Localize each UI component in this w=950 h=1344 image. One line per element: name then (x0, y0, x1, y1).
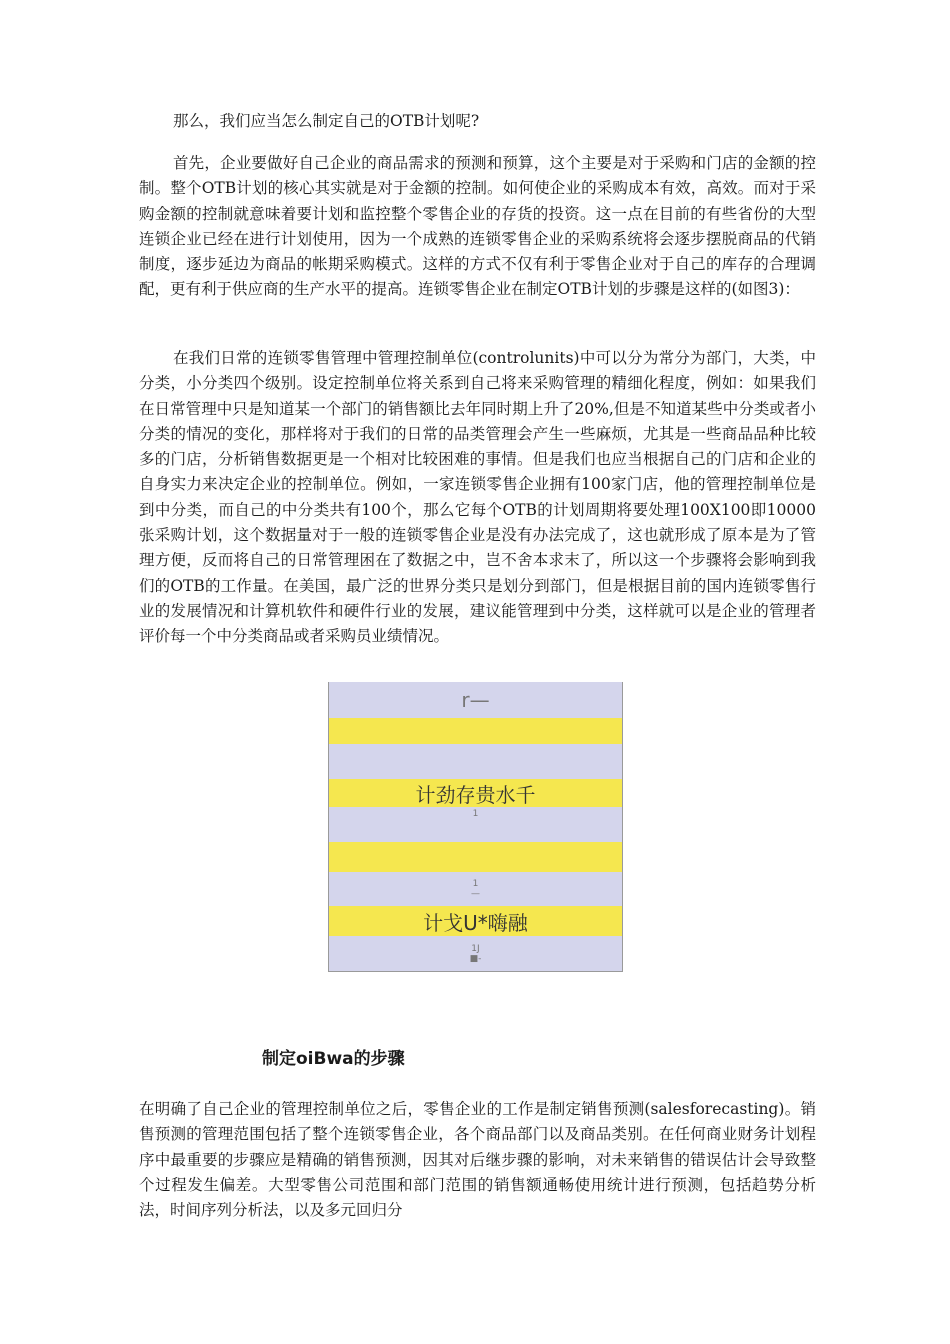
figure-band-6 (329, 842, 622, 872)
figure-band-1: r— (329, 682, 622, 718)
figure-band-7-dash: — (471, 889, 480, 899)
figure-band-9-dot: ■- (469, 953, 482, 964)
figure-band-4: 计劲存贵水千 (329, 779, 622, 807)
paragraph-control-units: 在我们日常的连锁零售管理中管理控制单位(controlunits)中可以分为常分为部门，大类，中分类，小分类四个级别。设定控制单位将关系到自己将来采购管理的精细化程度，例如：如果我们在日常管理中只是知道某一个部门的销售额比去年同时期上升了20%,但是不知道某些中分类或者小分类的情况的变化，那样将对于我们的日常的品类管理会产生一些麻烦，尤其是一些商品品种比较多的门店，分析销售数据更是一个相对比较困难的事情。但是我们也应当根据自己的门店和企业的自身实力来决定企业的控制单位。例如，一家连锁零售企业拥有100家门店，他的管理控制单位是到中分类，而自己的中分类共有100个，那么它每个OTB的计划周期将要处理100X100即10000张采购计划，这个数据量对于一般的连锁零售企业是没有办法完成了，这也就形成了原本是为了管理方便，反而将自己的日常管理困在了数据之中，岂不舍本求末了，所以这一个步骤将会影响到我们的OTB的工作量。在美国，最广泛的世界分类只是划分到部门，但是根据目前的国内连锁零售行业的发展情况和计算机软件和硬件行业的发展，建议能管理到中分类，这样就可以是企业的管理者评价每一个中分类商品或者采购员业绩情况。 (139, 349, 816, 646)
paragraph-otb-intro: 首先，企业要做好自己企业的商品需求的预测和预算，这个主要是对于采购和门店的金额的控制。整个OTB计划的核心其实就是对于金额的控制。如何使企业的采购成本有效，高效。而对于采购金额的控制就意味着要计划和监控整个零售企业的存货的投资。这一点在目前的有些省份的大型连锁企业已经在进行计划使用，因为一个成熟的连锁零售企业的采购系统将会逐步摆脱商品的代销制度，逐步延边为商品的帐期采购模式。这样的方式不仅有利于零售企业对于自己的库存的合理调配，更有利于供应商的生产水平的提高。连锁零售企业在制定OTB计划的步骤是这样的(如图3)： (139, 154, 816, 299)
figure-band-8: 计戈U*嗨融 (329, 906, 622, 936)
figure-band-7 (329, 872, 622, 906)
figure-band-2 (329, 718, 622, 744)
figure-band-3 (329, 744, 622, 779)
section-heading: 制定oiBwa的步骤 (262, 1049, 405, 1069)
figure-band-9-mark: 1J (471, 943, 480, 954)
figure-band-9 (329, 936, 622, 971)
otb-steps-figure (328, 682, 623, 972)
paragraph-otb-question: 那么，我们应当怎么制定自己的OTB计划呢? (173, 112, 480, 130)
figure-band-5: 1 (329, 807, 622, 842)
figure-band-7-mark: 1 (472, 879, 479, 889)
paragraph-sales-forecasting: 在明确了自己企业的管理控制单位之后，零售企业的工作是制定销售预测(salesforecasting)。销售预测的管理范围包括了整个连锁零售企业，各个商品部门以及商品类别。在任何商业财务计划程序中最重要的步骤应是精确的销售预测，因其对后继步骤的影响，对未来销售的错误估计会导致整个过程发生偏差。大型零售公司范围和部门范围的销售额通畅使用统计进行预测，包括趋势分析法，时间序列分析法，以及多元回归分 (139, 1100, 816, 1220)
